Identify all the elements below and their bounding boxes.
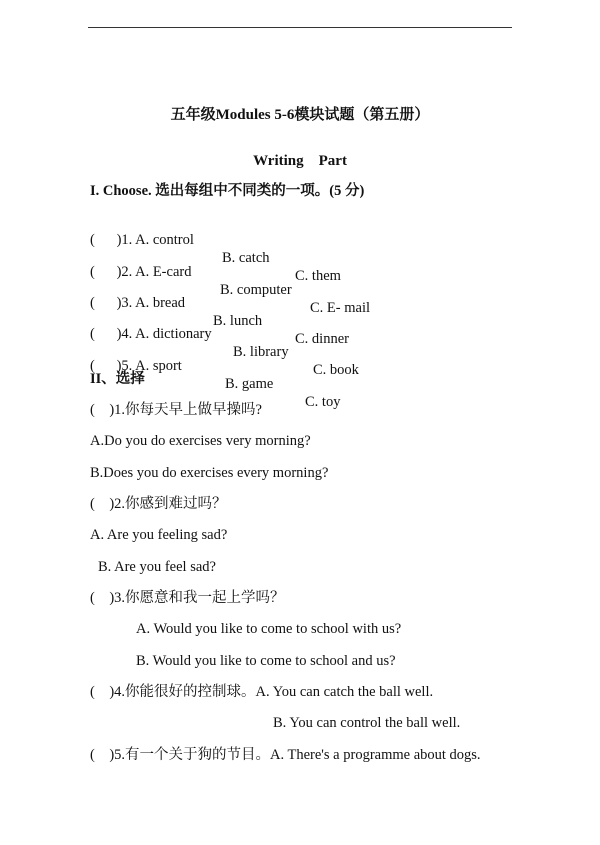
choice-1-c: C. them <box>295 268 341 284</box>
choice-2-b: B. computer <box>220 282 292 298</box>
question-4-option-b: B. You can control the ball well. <box>273 715 461 731</box>
question-1-stem: ( )1.你每天早上做早操吗? <box>90 402 262 418</box>
choice-3-c: C. dinner <box>295 331 349 347</box>
choice-4-c: C. book <box>313 362 359 378</box>
choice-5-a: ( )5. A. sport <box>90 358 182 374</box>
choice-4-b: B. library <box>233 344 289 360</box>
question-5-stem: ( )5.有一个关于狗的节目。A. There's a programme about dogs. <box>90 747 481 763</box>
question-3-option-b: B. Would you like to come to school and us? <box>136 653 396 669</box>
choice-3-a: ( )3. A. bread <box>90 295 186 311</box>
choice-5-b: B. game <box>225 376 274 392</box>
question-3-option-a: A. Would you like to come to school with us? <box>136 621 402 637</box>
section2-heading: II、选择 <box>90 371 145 387</box>
choice-4-a: ( )4. A. dictionary <box>90 326 212 342</box>
question-2-stem: ( )2.你感到难过吗？ <box>90 496 227 512</box>
question-3-stem: ( )3.你愿意和我一起上学吗？ <box>90 590 285 606</box>
question-2-option-a: A. Are you feeling sad? <box>90 527 228 543</box>
question-1-option-a: A.Do you do exercises very morning? <box>90 433 311 449</box>
page-subtitle: Writing Part <box>253 153 347 169</box>
choice-3-b: B. lunch <box>213 313 263 329</box>
section1-heading: I. Choose. 选出每组中不同类的一项。(5 分) <box>90 183 365 199</box>
choice-2-c: C. E- mail <box>310 300 371 316</box>
question-4-stem: ( )4.你能很好的控制球。A. You can catch the ball well. <box>90 684 434 700</box>
top-rule <box>88 27 512 28</box>
choice-5-c: C. toy <box>305 394 341 410</box>
choice-1-a: ( )1. A. control <box>90 232 194 248</box>
page-title: 五年级Modules 5-6模块试题（第五册） <box>170 107 430 123</box>
choice-2-a: ( )2. A. E-card <box>90 264 192 280</box>
question-1-option-b: B.Does you do exercises every morning? <box>90 465 329 481</box>
question-2-option-b: B. Are you feel sad? <box>98 559 216 575</box>
choice-1-b: B. catch <box>222 250 270 266</box>
